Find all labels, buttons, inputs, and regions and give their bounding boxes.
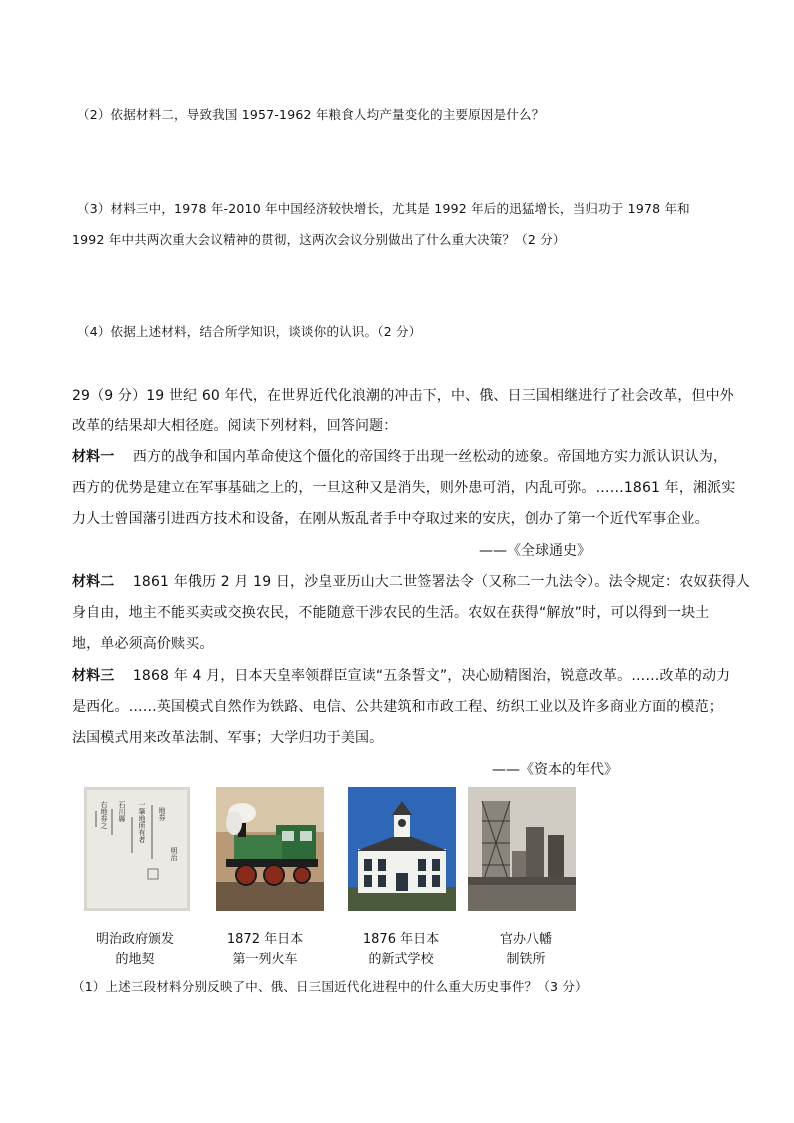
caption-line: 第一列火车 bbox=[232, 952, 298, 967]
question-29-line-2: 改革的结果却大相径庭。阅读下列材料，回答问题： bbox=[72, 418, 398, 434]
deed-text-4: 右地券之 bbox=[100, 801, 108, 829]
material-1-source: ——《全球通史》 bbox=[479, 543, 591, 559]
material-2-text: 1861 年俄历 2 月 19 日，沙皇亚历山大二世签署法令（又称二一九法令）。法令规定：农奴获得人 bbox=[132, 574, 750, 590]
train-image bbox=[216, 787, 324, 911]
question-2: （2）依据材料二，导致我国 1957-1962 年粮食人均产量变化的主要原因是什么？ bbox=[77, 107, 545, 122]
material-1-line-3: 力人士曾国藩引进西方技术和设备，在刚从叛乱者手中夺取过来的安庆，创办了第一个近代军事企业。 bbox=[72, 511, 709, 527]
question-29-1: （1）上述三段材料分别反映了中、俄、日三国近代化进程中的什么重大历史事件？（3 分） bbox=[72, 979, 588, 994]
caption-line: 1872 年日本 bbox=[226, 932, 304, 947]
deed-text-2: 一筆地所有者 bbox=[138, 801, 146, 843]
caption-line: 官办八幡 bbox=[499, 932, 552, 947]
caption-land-deed bbox=[82, 930, 188, 970]
material-2-line-1 bbox=[72, 571, 750, 591]
material-1-line-1 bbox=[72, 446, 727, 466]
material-1-line-2: 西方的优势是建立在军事基础之上的，一旦这种又是消失，则外患可消，内乱可弥。……1861 年，湘派实 bbox=[72, 480, 736, 496]
ironworks-image bbox=[468, 787, 576, 911]
caption-line: 的新式学校 bbox=[368, 952, 434, 967]
material-3-text: 1868 年 4 月，日本天皇率领群臣宣读“五条誓文”，决心励精图治，锐意改革。……改革的动力 bbox=[132, 668, 731, 684]
caption-line: 明治政府颁发 bbox=[95, 932, 174, 947]
school-image bbox=[348, 787, 456, 911]
land-deed-image bbox=[84, 787, 190, 911]
question-4: （4）依据上述材料，结合所学知识，谈谈你的认识。（2 分） bbox=[77, 324, 422, 339]
material-2-line-3: 地，单必须高价赎买。 bbox=[72, 636, 214, 652]
material-3-line-2: 是西化。……英国模式自然作为铁路、电信、公共建筑和市政工程、纺织工业以及许多商业方面的模范； bbox=[72, 699, 723, 715]
material-1-label: 材料一 bbox=[72, 449, 115, 465]
caption-train bbox=[212, 930, 318, 970]
material-2-label: 材料二 bbox=[72, 574, 115, 590]
material-3-line-1 bbox=[72, 665, 730, 685]
caption-school bbox=[348, 930, 454, 970]
question-3-line-2: 1992 年中共两次重大会议精神的贯彻，这两次会议分别做出了什么重大决策？（2 分） bbox=[72, 232, 566, 247]
question-29-line-1: 29（9 分）19 世纪 60 年代，在世界近代化浪潮的冲击下，中、俄、日三国相继进行了社会改革，但中外 bbox=[72, 388, 734, 404]
deed-text-1: 地券 bbox=[158, 807, 166, 821]
material-1-text: 西方的战争和国内革命使这个僵化的帝国终于出现一丝松动的迹象。帝国地方实力派认识认为， bbox=[132, 449, 728, 465]
material-3-source: ——《资本的年代》 bbox=[492, 762, 618, 778]
caption-line: 制铁所 bbox=[506, 952, 546, 967]
material-3-line-3: 法国模式用来改革法制、军事；大学归功于美国。 bbox=[72, 730, 384, 746]
question-3-line-1: （3）材料三中，1978 年-2010 年中国经济较快增长，尤其是 1992 年后的迅猛增长，当归功于 1978 年和 bbox=[77, 201, 690, 216]
caption-line: 的地契 bbox=[115, 952, 155, 967]
deed-text-5: 明治 bbox=[170, 847, 178, 861]
material-3-label: 材料三 bbox=[72, 668, 115, 684]
material-2-line-2: 身自由，地主不能买卖或交换农民，不能随意干涉农民的生活。农奴在获得“解放”时，可以得到一块土 bbox=[72, 605, 710, 621]
caption-line: 1876 年日本 bbox=[362, 932, 440, 947]
caption-ironworks bbox=[478, 930, 574, 970]
deed-text-3: 石川縣 bbox=[118, 801, 126, 822]
